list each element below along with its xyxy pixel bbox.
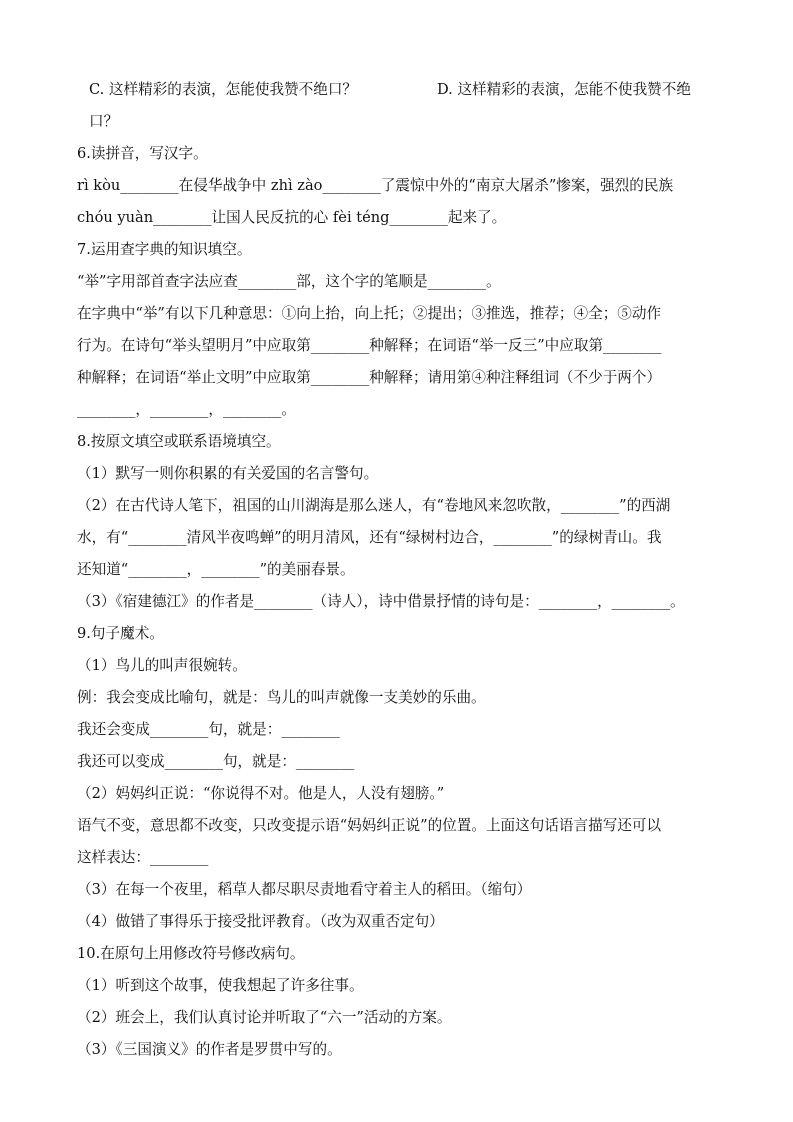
option-d-continuation: 口？ <box>89 113 119 130</box>
question-9-part-2-line-2: 这样表达：________ <box>77 849 209 866</box>
question-9-part-3: （3）在每一个夜里，稻草人都尽职尽责地看守着主人的稻田。（缩句） <box>77 881 532 898</box>
question-7-line-5: ________，________，________。 <box>77 401 296 418</box>
question-6-line-1: rì kòu________在侵华战争中 zhì zào________了震惊中外的“南京大屠杀”惨案，强烈的民族 <box>77 177 674 194</box>
question-7-line-4: 种解释；在词语“举止文明”中应取第________种解释；请用第④种注释组词（不少于两个） <box>77 369 662 386</box>
question-9-part-2: （2）妈妈纠正说：“你说得不对。他是人，人没有翅膀。” <box>77 785 445 802</box>
question-9-answer-a: 我还会变成________句，就是：________ <box>77 721 340 738</box>
question-9-part-1: （1）鸟儿的叫声很婉转。 <box>77 657 247 674</box>
question-9-example: 例：我会变成比喻句，就是：鸟儿的叫声就像一支美妙的乐曲。 <box>77 689 486 706</box>
question-8-part-2-line-3: 还知道“________，________”的美丽春景。 <box>77 561 355 578</box>
question-9-title: 9.句子魔术。 <box>77 625 164 642</box>
question-7-title: 7.运用查字典的知识填空。 <box>77 241 252 258</box>
question-6-line-2: chóu yuàn________让国人民反抗的心 fèi téng________起来了。 <box>77 209 507 226</box>
question-9-part-4: （4）做错了事得乐于接受批评教育。（改为双重否定句） <box>77 913 444 930</box>
question-10-title: 10.在原句上用修改符号修改病句。 <box>77 945 305 962</box>
option-c: C. 这样精彩的表演，怎能使我赞不绝口？ <box>89 81 358 98</box>
question-7-line-3: 行为。在诗句“举头望明月”中应取第________种解释；在词语“举一反三”中应取第________ <box>77 337 662 354</box>
question-10-part-3: （3）《三国演义》的作者是罗贯中写的。 <box>77 1041 342 1058</box>
question-8-part-3: （3）《宿建德江》的作者是________（诗人），诗中借景抒情的诗句是：________，________。 <box>77 593 685 610</box>
worksheet-page <box>77 74 722 1066</box>
question-8-part-2-line-2: 水，有“________清风半夜鸣蝉”的明月清风，还有“绿树村边合，________”的绿树青山。我 <box>77 529 662 546</box>
question-8-title: 8.按原文填空或联系语境填空。 <box>77 433 281 450</box>
question-7-line-1: “举”字用部首查字法应查________部，这个字的笔顺是________。 <box>77 273 501 290</box>
question-9-answer-b: 我还可以变成________句，就是：________ <box>77 753 355 770</box>
question-8-part-2-line-1: （2）在古代诗人笔下，祖国的山川湖海是那么迷人，有“卷地风来忽吹散，________”的西湖 <box>77 497 671 514</box>
question-10-part-1: （1）听到这个故事，使我想起了许多往事。 <box>77 977 364 994</box>
question-10-part-2: （2）班会上，我们认真讨论并听取了“六一”活动的方案。 <box>77 1009 452 1026</box>
question-9-part-2-line-1: 语气不变，意思都不改变，只改变提示语“妈妈纠正说”的位置。上面这句话语言描写还可以 <box>77 817 662 834</box>
question-8-part-1: （1）默写一则你积累的有关爱国的名言警句。 <box>77 465 379 482</box>
options-row <box>77 74 722 106</box>
question-6-title: 6.读拼音，写汉字。 <box>77 145 208 162</box>
option-d: D. 这样精彩的表演，怎能不使我赞不绝 <box>437 81 691 98</box>
question-7-line-2: 在字典中“举”有以下几种意思：①向上抬，向上托；②提出；③推选，推荐；④全；⑤动作 <box>77 305 662 322</box>
